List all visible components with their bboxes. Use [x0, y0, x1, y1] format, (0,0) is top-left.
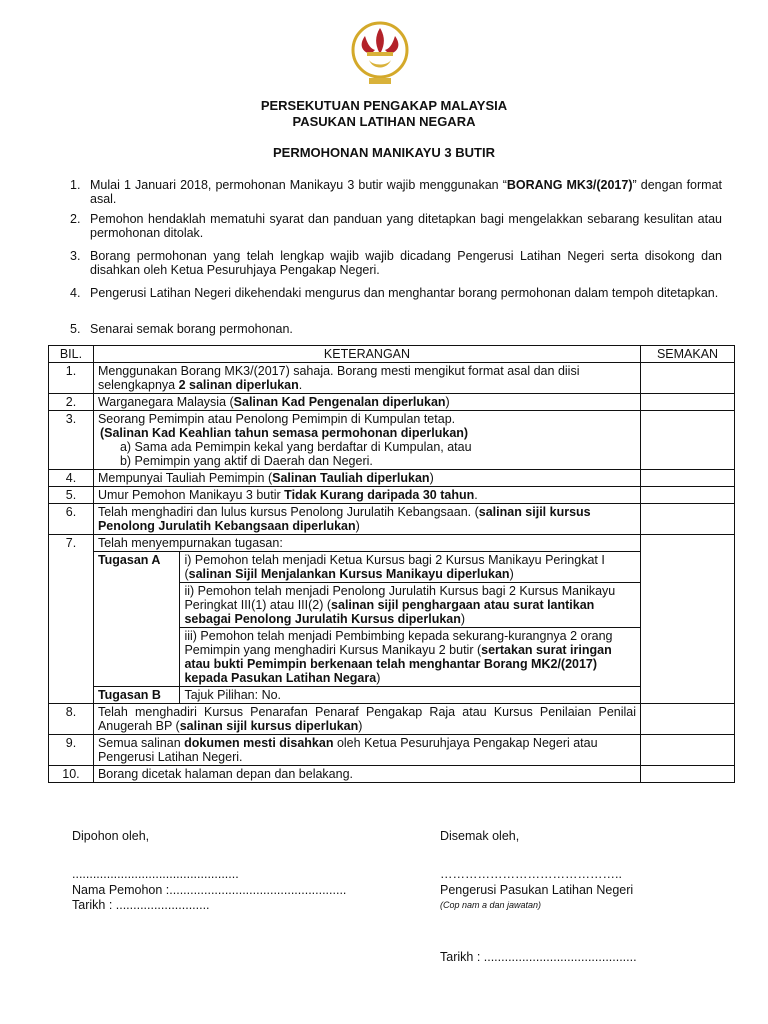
- semakan-checkbox-cell[interactable]: [641, 504, 735, 535]
- table-row: 1. Menggunakan Borang MK3/(2017) sahaja. Borang mesti mengikut format asal dan diisi selengkapnya 2 salinan diperlukan.: [49, 363, 735, 394]
- reviewer-date-field[interactable]: Tarikh : ............................................: [440, 950, 637, 964]
- semakan-checkbox-cell[interactable]: [641, 363, 735, 394]
- table-row: 8. Telah menghadiri Kursus Penarafan Penaraf Pengakap Raja atau Kursus Penilaian Penilai Anugerah BP (salinan sijil kursus diperlukan): [49, 704, 735, 735]
- table-row: 10. Borang dicetak halaman depan dan belakang.: [49, 766, 735, 783]
- reviewer-stamp-note: (Cop nam a dan jawatan): [440, 900, 542, 910]
- tugasan-subtable: Tugasan A i) Pemohon telah menjadi Ketua Kursus bagi 2 Kursus Manikayu Peringkat I (salinan Sijil Menjalankan Kursus Manikayu diperlukan) ii) Pemohon telah menjadi Penolong Jurulatih Kursus bagi 2 Kursus Manikayu Peringkat III(1) atau III(2) (salinan sijil penghargaan atau surat lantikan sebagai Penolong Jurulatih Kursus diperlukan) iii) Pemohon telah menjadi Pembimbing kepada sekurang-kurangnya 2 orang Pemimpin yang menghadiri Kursus Manikayu 2 butir (sertakan surat iringan atau bukti Pemimpin berkenaan telah menghantar Borang MK2/(2017) kepada Pasukan Latihan Negara) Tugasan B Tajuk Pilihan: No.: [94, 551, 640, 703]
- table-row: 7. Telah menyempurnakan tugasan: Tugasan A i) Pemohon telah menjadi Ketua Kursus bagi 2 Kursus Manikayu Peringkat I (salinan Sijil Menjalankan Kursus Manikayu diperlukan) ii) Pemohon telah menjadi Penolong Jurulatih Kursus bagi 2 Kursus Manikayu Peringkat III(1) atau III(2) (salinan sijil penghargaan atau surat lantikan sebagai Penolong Jurulatih Kursus diperlukan) iii) Pemohon telah menjadi Pembimbing kepada sekurang-kurangnya 2 orang Pemimpin yang menghadiri Kursus Manikayu 2 butir (sertakan surat iringan atau bukti Pemimpin berkenaan telah menghantar Borang MK2/(2017) kepada Pasukan Latihan Negara) Tugasan B Tajuk Pilihan: No.: [49, 535, 735, 704]
- applicant-name-field[interactable]: Nama Pemohon :...................................................: [72, 883, 347, 897]
- semakan-checkbox-cell[interactable]: [641, 535, 735, 704]
- table-row: 5. Umur Pemohon Manikayu 3 butir Tidak Kurang daripada 30 tahun.: [49, 487, 735, 504]
- reviewer-title: Pengerusi Pasukan Latihan Negeri: [440, 883, 634, 897]
- semakan-checkbox-cell[interactable]: [641, 470, 735, 487]
- semakan-checkbox-cell[interactable]: [641, 411, 735, 470]
- col-header-keterangan: KETERANGAN: [93, 346, 640, 363]
- scout-emblem-logo: [345, 20, 415, 92]
- semakan-checkbox-cell[interactable]: [641, 704, 735, 735]
- table-header-row: [49, 346, 735, 363]
- col-header-semakan: SEMAKAN: [641, 346, 735, 363]
- division-name: PASUKAN LATIHAN NEGARA: [292, 114, 476, 129]
- semakan-checkbox-cell[interactable]: [641, 394, 735, 411]
- reviewer-heading: Disemak oleh,: [440, 829, 520, 843]
- page-title: PERMOHONAN MANIKAYU 3 BUTIR: [273, 145, 495, 160]
- semakan-checkbox-cell[interactable]: [641, 766, 735, 783]
- col-header-bil: BIL.: [49, 346, 94, 363]
- table-row: 4. Mempunyai Tauliah Pemimpin (Salinan Tauliah diperlukan): [49, 470, 735, 487]
- checklist-table: [48, 345, 735, 783]
- table-row: 6. Telah menghadiri dan lulus kursus Penolong Jurulatih Kebangsaan. (salinan sijil kursus Penolong Jurulatih Kebangsaan diperlukan): [49, 504, 735, 535]
- semakan-checkbox-cell[interactable]: [641, 735, 735, 766]
- org-name: PERSEKUTUAN PENGAKAP MALAYSIA: [260, 98, 508, 113]
- semakan-checkbox-cell[interactable]: [641, 487, 735, 504]
- reviewer-signature-line[interactable]: ……………………………………..: [440, 867, 622, 881]
- applicant-heading: Dipohon oleh,: [72, 829, 150, 843]
- table-row: 2. Warganegara Malaysia (Salinan Kad Pengenalan diperlukan): [49, 394, 735, 411]
- applicant-date-field[interactable]: Tarikh : ...........................: [72, 898, 210, 912]
- table-row: 3. Seorang Pemimpin atau Penolong Pemimpin di Kumpulan tetap. (Salinan Kad Keahlian tahun semasa permohonan diperlukan) a) Sama ada Pemimpin kekal yang berdaftar di Kumpulan, atau b) Pemimpin yang aktif di Daerah dan Negeri.: [49, 411, 735, 470]
- table-row: 9. Semua salinan dokumen mesti disahkan oleh Ketua Pesuruhjaya Pengakap Negeri atau Pengerusi Latihan Negeri.: [49, 735, 735, 766]
- applicant-signature-line[interactable]: ................................................: [72, 867, 239, 881]
